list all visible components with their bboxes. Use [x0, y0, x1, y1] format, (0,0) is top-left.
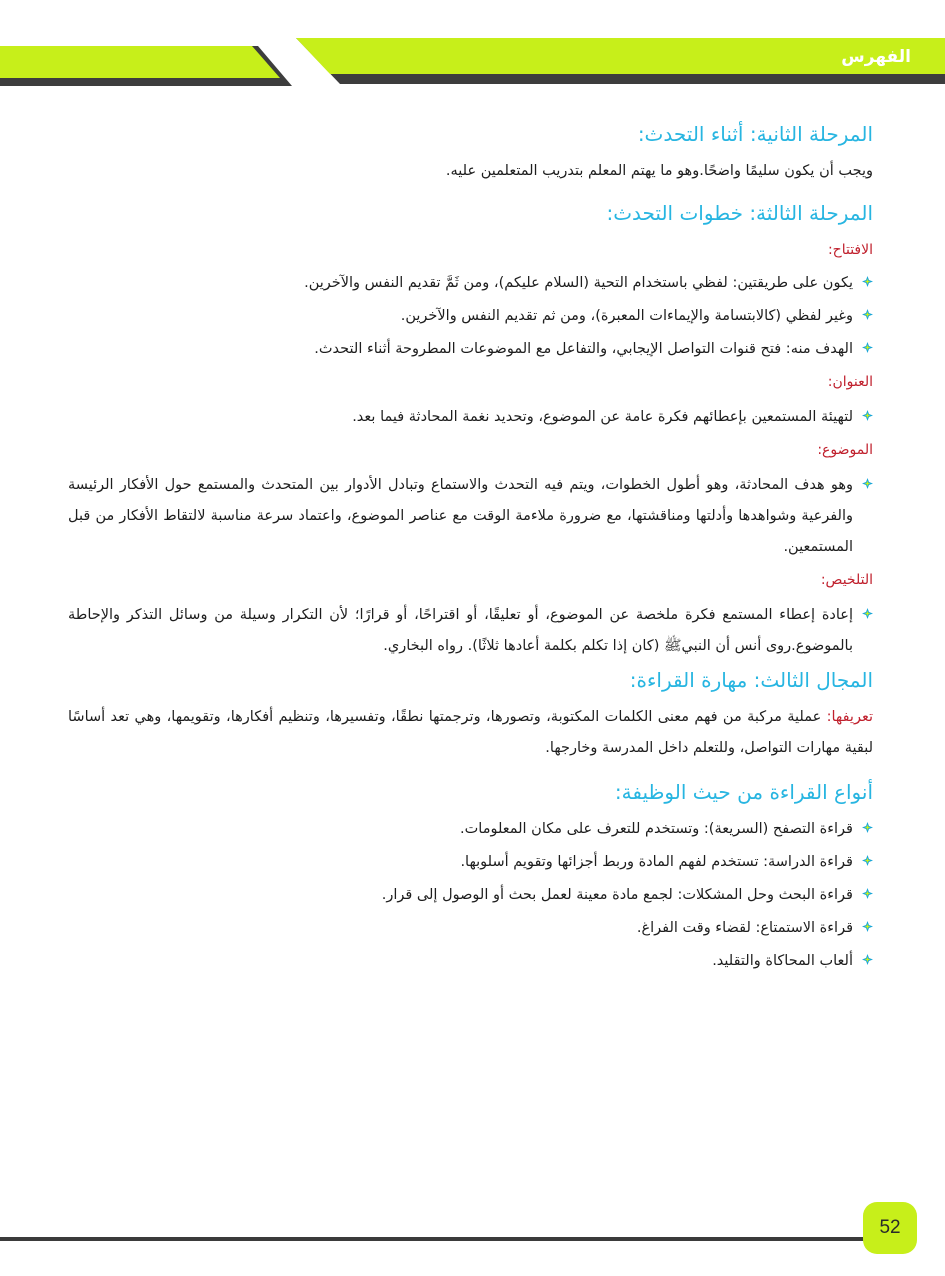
section-heading-reading-skill: المجال الثالث: مهارة القراءة: — [629, 668, 873, 692]
bullet-icon — [862, 855, 873, 866]
bullet-icon — [862, 822, 873, 833]
list-item — [68, 946, 873, 977]
bullet-icon — [862, 608, 873, 619]
header-banner — [0, 0, 945, 100]
bullet-icon — [862, 954, 873, 965]
definition-label: تعريفها: — [826, 709, 873, 725]
list-item — [68, 334, 873, 365]
list-item — [68, 847, 873, 878]
label-topic: الموضوع: — [817, 442, 873, 458]
list-item-text: قراءة الاستمتاع: لقضاء وقت الفراغ. — [636, 920, 853, 936]
page-number: 52 — [879, 1217, 901, 1238]
bullet-icon — [862, 276, 873, 287]
list-item — [68, 600, 873, 662]
paragraph-reading-definition — [68, 702, 873, 764]
bullet-icon — [862, 888, 873, 899]
list-item-text: ألعاب المحاكاة والتقليد. — [712, 953, 853, 969]
footer-rule — [0, 1237, 870, 1241]
list-item-text: قراءة التصفح (السريعة): وتستخدم للتعرف على مكان المعلومات. — [460, 821, 853, 837]
topic-list — [68, 470, 873, 563]
bullet-icon — [862, 478, 873, 489]
list-item-text: قراءة البحث وحل المشكلات: لجمع مادة معينة لعمل بحث أو الوصول إلى قرار. — [381, 887, 853, 903]
bullet-icon — [862, 309, 873, 320]
list-item — [68, 268, 873, 299]
list-item-text: إعادة إعطاء المستمع فكرة ملخصة عن الموضوع، أو تعليقًا، أو اقتراحًا، أو قرارًا؛ لأن التكرار وسيلة من وسائل التذكر والإحاطة بالموضوع.روى أنس أن النبيﷺ (كان إذا تكلم بكلمة أعادها ثلاثًا). رواه البخاري. — [68, 607, 853, 654]
definition-text: عملية مركبة من فهم معنى الكلمات المكتوبة، وتصورها، وترجمتها نطقًا، وتفسيرها، وتنظيم أفكارها، وتقويمها، وهي تعد أساسًا لبقية مهارات التواصل، وللتعلم داخل المدرسة وخارجها. — [68, 709, 873, 756]
list-item-text: وغير لفظي (كالابتسامة والإيماءات المعبرة)، ومن ثم تقديم النفس والآخرين. — [400, 308, 853, 324]
list-item — [68, 301, 873, 332]
bullet-icon — [862, 410, 873, 421]
section-heading-speaking-steps: المرحلة الثالثة: خطوات التحدث: — [606, 201, 873, 225]
page-content — [68, 118, 873, 979]
list-item-text: وهو هدف المحادثة، وهو أطول الخطوات، ويتم فيه التحدث والاستماع وتبادل الأدوار بين المتحدث والمستمع حول الأفكار الرئيسة والفرعية وشواهدها وأدلتها ومناقشتها، مع ضرورة ملاءمة الوقت مع عناصر الموضوع، واعتماد سرعة مناسبة لالتقاط الأفكار من قبل المستمعين. — [68, 477, 853, 555]
paragraph-during-speaking: ويجب أن يكون سليمًا واضحًا.وهو ما يهتم المعلم بتدريب المتعلمين عليه. — [445, 163, 873, 179]
list-item-text: لتهيئة المستمعين بإعطائهم فكرة عامة عن الموضوع، وتحديد نغمة المحادثة فيما بعد. — [352, 409, 853, 425]
list-item — [68, 913, 873, 944]
section-heading-during-speaking: المرحلة الثانية: أثناء التحدث: — [637, 122, 873, 146]
page-number-badge — [863, 1202, 917, 1254]
label-summary: التلخيص: — [820, 572, 873, 588]
list-item — [68, 880, 873, 911]
label-opening: الافتتاح: — [827, 242, 873, 258]
list-item-text: قراءة الدراسة: تستخدم لفهم المادة وربط أجزائها وتقويم أسلوبها. — [460, 854, 853, 870]
list-item — [68, 402, 873, 433]
title-list — [68, 402, 873, 433]
summary-list — [68, 600, 873, 662]
list-item-text: الهدف منه: فتح قنوات التواصل الإيجابي، والتفاعل مع الموضوعات المطروحة أثناء التحدث. — [314, 341, 853, 357]
list-item — [68, 814, 873, 845]
bullet-icon — [862, 342, 873, 353]
section-heading-reading-types: أنواع القراءة من حيث الوظيفة: — [614, 780, 873, 804]
list-item — [68, 470, 873, 563]
opening-list — [68, 268, 873, 365]
label-title: العنوان: — [827, 374, 873, 390]
bullet-icon — [862, 921, 873, 932]
header-title: الفهرس — [841, 47, 911, 67]
reading-types-list — [68, 814, 873, 977]
list-item-text: يكون على طريقتين: لفظي باستخدام التحية (السلام عليكم)، ومن ثَمَّ تقديم النفس والآخرين. — [304, 275, 853, 291]
